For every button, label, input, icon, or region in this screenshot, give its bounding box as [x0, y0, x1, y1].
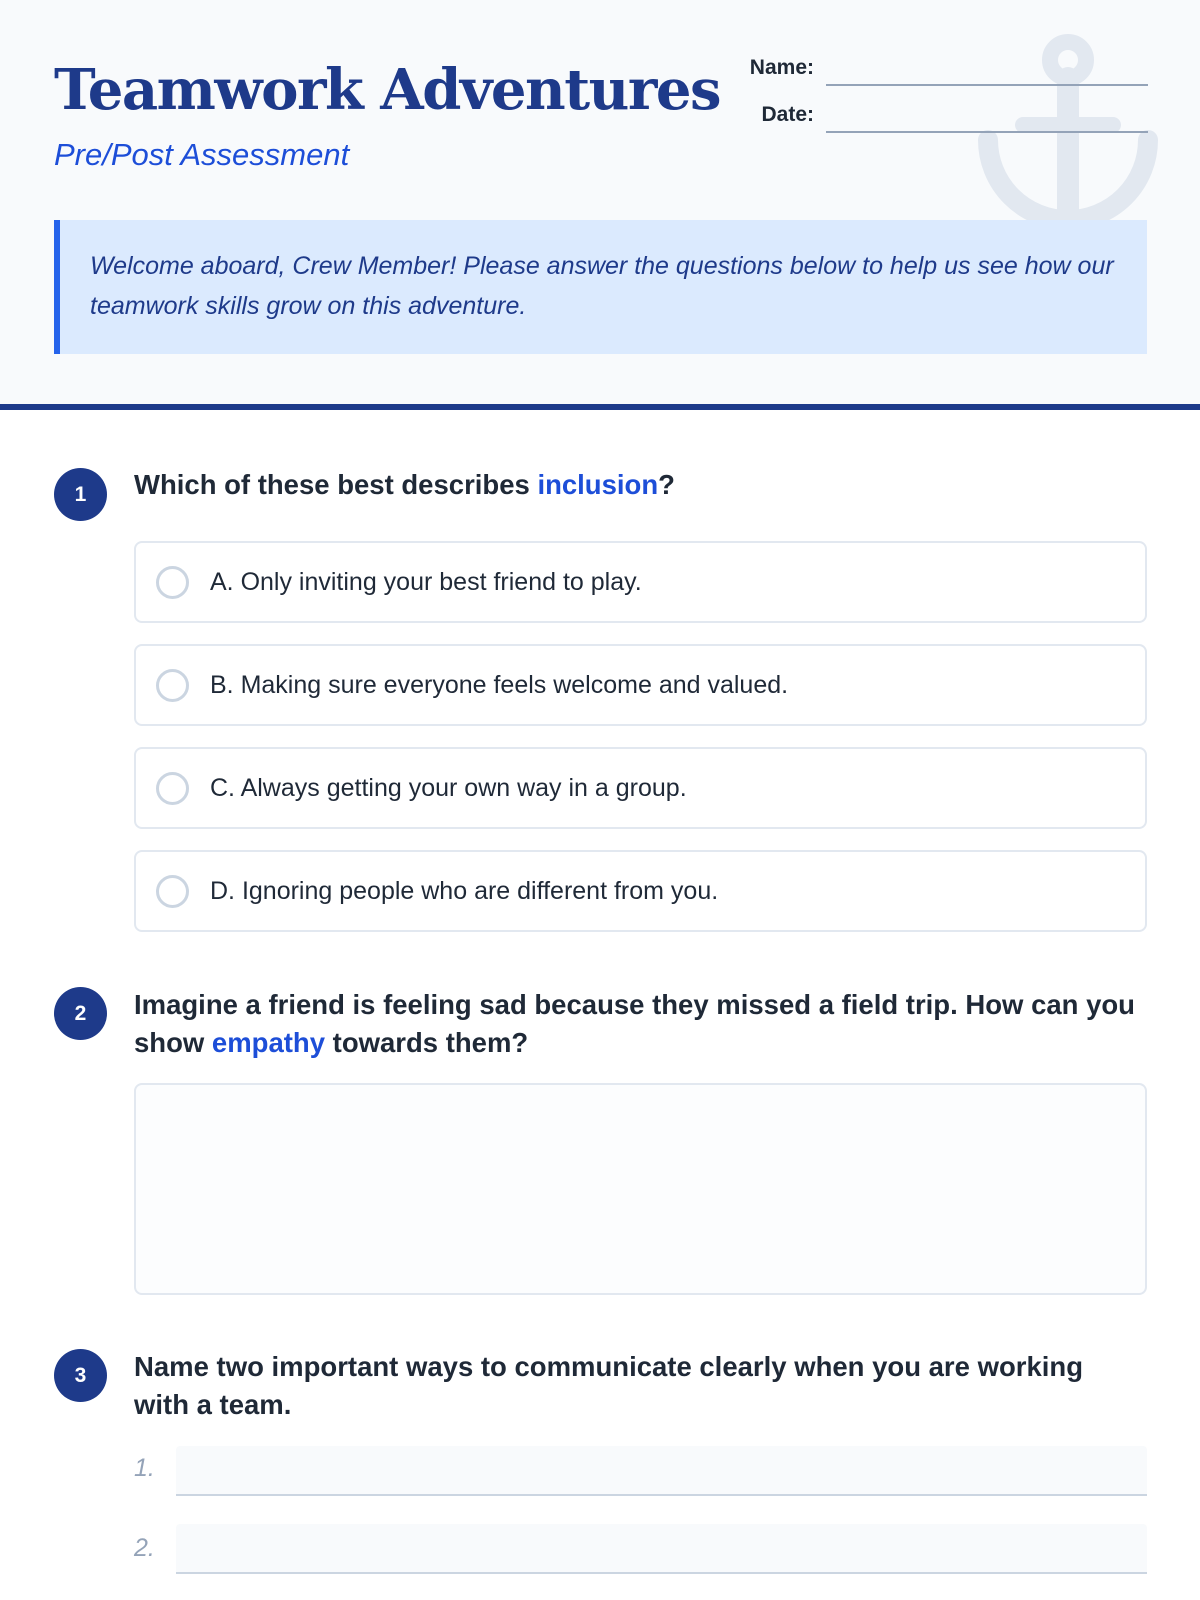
- answer-line-input[interactable]: [176, 1446, 1147, 1496]
- answer-option-d[interactable]: [134, 850, 1147, 932]
- question-text-part: Imagine a friend is feeling sad because they missed a field trip. How can you show: [134, 989, 1135, 1058]
- answer-line-number: 2.: [134, 1534, 155, 1562]
- question-text-part: towards them?: [325, 1027, 529, 1058]
- anchor-icon: [968, 30, 1168, 240]
- date-field[interactable]: [826, 131, 1148, 133]
- answer-textarea[interactable]: [134, 1083, 1147, 1295]
- date-label: Date:: [761, 103, 814, 126]
- question-text-part: Which of these best describes: [134, 469, 538, 500]
- page-header: [0, 0, 1200, 410]
- radio-button[interactable]: [156, 566, 189, 599]
- answer-option-c[interactable]: [134, 747, 1147, 829]
- question-keyword: inclusion: [537, 469, 659, 500]
- question-number-badge: 1: [54, 468, 107, 521]
- question-2-text: [134, 986, 1144, 1062]
- name-field[interactable]: [826, 84, 1148, 86]
- radio-button[interactable]: [156, 669, 189, 702]
- name-label: Name:: [749, 56, 814, 79]
- option-label: D. Ignoring people who are different from you.: [210, 877, 719, 905]
- option-label: B. Making sure everyone feels welcome and valued.: [210, 671, 789, 699]
- question-text-part: ?: [658, 469, 675, 500]
- answer-line-number: 1.: [134, 1454, 155, 1482]
- option-label: A. Only inviting your best friend to play.: [210, 568, 642, 596]
- page-title: Teamwork Adventures: [54, 57, 721, 123]
- intro-text: Welcome aboard, Crew Member! Please answer the questions below to help us see how our teamwork skills grow on this adventure.: [90, 252, 1114, 320]
- answer-line-input[interactable]: [176, 1524, 1147, 1574]
- question-number-badge: 3: [54, 1349, 107, 1402]
- question-keyword: empathy: [211, 1027, 326, 1058]
- question-1-text: [134, 466, 1144, 504]
- page-subtitle: Pre/Post Assessment: [54, 137, 350, 172]
- radio-button[interactable]: [156, 772, 189, 805]
- answer-option-a[interactable]: [134, 541, 1147, 623]
- question-number-badge: 2: [54, 987, 107, 1040]
- radio-button[interactable]: [156, 875, 189, 908]
- answer-option-b[interactable]: [134, 644, 1147, 726]
- question-3-text: Name two important ways to communicate clearly when you are working with a team.: [134, 1351, 1083, 1420]
- intro-callout: [54, 220, 1147, 354]
- option-label: C. Always getting your own way in a group.: [210, 774, 687, 802]
